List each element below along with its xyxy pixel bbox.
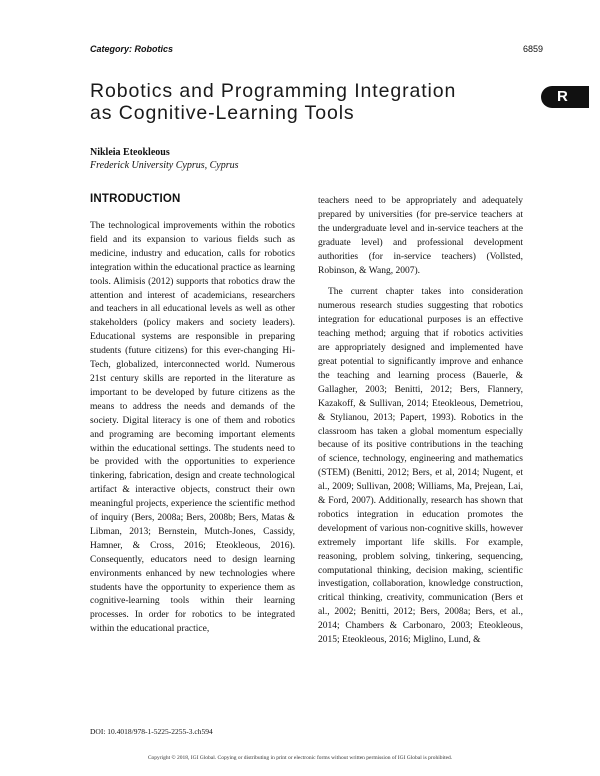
left-column: [90, 192, 295, 637]
author-name: Nikleia Eteokleous: [90, 147, 170, 158]
section-heading: INTRODUCTION: [90, 193, 181, 205]
page-number: 6859: [522, 44, 543, 54]
right-column: [318, 195, 523, 648]
body-paragraph: teachers need to be appropriately and adequately prepared by universities (for pre-service teachers at the undergraduate level and in-service teachers at the graduate level) and professional development authorities (for in-service teachers) (Vollsted, Robinson, & Wang, 2007).: [318, 196, 523, 276]
body-paragraph: The technological improvements within the robotics field and its expansion to various fields such as medicine, industry and education, calls for robotics integration within the educational practice as learning tools. Alimisis (2012) supports that robotics draw the attention and interest of academicians, researchers and teachers in all educational levels as well as other stakeholders (policy makers and society leaders). Educational systems are responsible in preparing students (future citizens) for this ever-changing Hi-Tech, globalized, interconnected world. Numerous 21st century skills are reported in the literature as important to be developed by future citizens as the means to address the needs and demands of the society. Digital literacy is one of them and robotics and programing are becoming important elements within the educational settings. The students need to be provided with the opportunities to experience tinkering, fabrication, design and create technological artifact & interactive objects, construct their own meaningful projects, experience the scientific method of inquiry (Bers, 2008a; Bers, 2008b; Bers, Matas & Libman, 2013; Bernstein, Mutch-Jones, Cassidy, Hamner, & Cross, 2016; Eteokleous, 2016). Consequently, educators need to design learning environments enhanced by new technologies where students have the opportunity to experience them as cognitive-learning tools within their learning processes. In order for robotics to be integrated within the educational practice,: [90, 221, 295, 635]
body-paragraph: The current chapter takes into consideration numerous research studies suggesting that robotics integration for educational purposes is an effective teaching method; arguing that if robotics activities are appropriately designed and implemented have great potential to significantly improve and enhance the teaching and learning process (Bauerle, & Gallagher, 2003; Benitti, 2012; Bers, Flannery, Kazakoff, & Sullivan, 2014; Eteokleous, Demetriou, & Stylianou, 2013; Papert, 1993). Robotics in the classroom has taken a global momentum especially because of its positive contributions in the teaching of science, technology, engineering and mathematics (STEM) (Benitti, 2012; Bers, et al, 2014; Nugent, et al., 2009; Sullivan, 2008; Williams, Ma, Prejean, Lai, & Ford, 2007). Additionally, research has shown that robotics integration in education promotes the development of various non-cognitive skills, however extremely important life skills. For example, reasoning, problem solving, tinkering, sequencing, computational thinking, decision making, scientific investigation, collaboration, knowledge construction, critical thinking, creativity, communication (Bers et al., 2002; Benitti, 2012; Bers, 2008a; Bers, et al., 2014; Chambers & Carbonaro, 2003; Eteokleous, 2015; Eteokleous, 2016; Miglino, Lund, &: [318, 287, 523, 646]
copyright-footer: Copyright © 2018, IGI Global. Copying or distributing in print or electronic forms without written permission of IGI Global is prohibited.: [147, 755, 453, 761]
doi-footer: DOI: 10.4018/978-1-5225-2255-3.ch594: [90, 727, 213, 736]
section-letter-tab: R: [541, 86, 589, 108]
chapter-title: [90, 80, 510, 124]
chapter-title-line-2: as Cognitive-Learning Tools: [90, 102, 355, 124]
chapter-title-line-1: Robotics and Programming Integration: [90, 80, 457, 102]
author-affiliation: Frederick University Cyprus, Cyprus: [90, 160, 239, 171]
running-header-category: Category: Robotics: [90, 44, 174, 54]
